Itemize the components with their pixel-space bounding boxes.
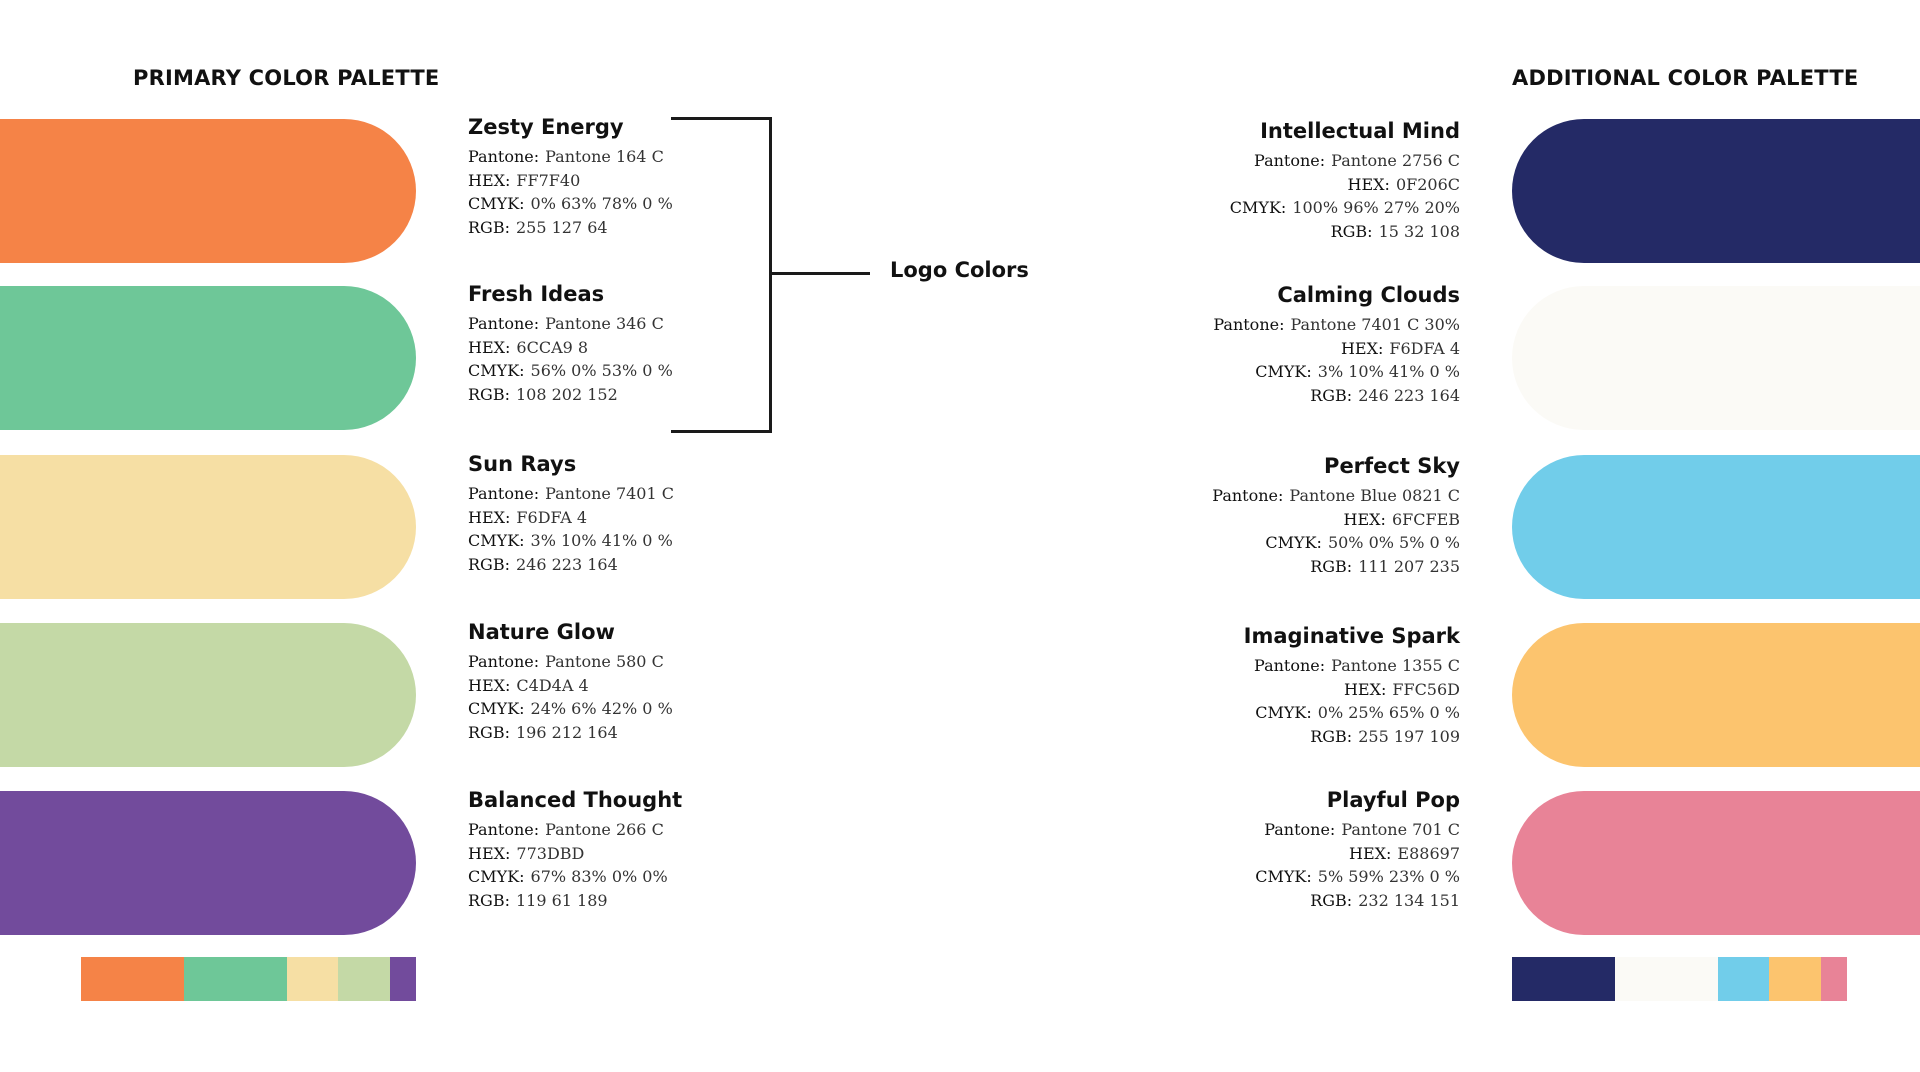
rgb-value: 15 32 108 [1378,221,1460,241]
strip-segment-calming-clouds [1615,957,1718,1001]
info-calming-clouds [1160,281,1460,407]
info-nature-glow [468,618,768,744]
hex-label: HEX: [468,507,511,527]
strip-segment-perfect-sky [1718,957,1769,1001]
hex-label: HEX: [468,675,511,695]
swatch-nature-glow [0,623,416,767]
cmyk-value: 3% 10% 41% 0 % [1317,362,1460,381]
cmyk-label: CMYK: [1265,533,1322,552]
hex-label: HEX: [468,337,511,357]
rgb-value: 255 127 64 [515,217,608,237]
cmyk-value: 0% 63% 78% 0 % [530,194,673,213]
hex-label: HEX: [1349,843,1392,863]
hex-line [1160,842,1460,866]
cmyk-label: CMYK: [468,867,525,886]
hex-label: HEX: [1340,338,1384,358]
logo-colors-connector [771,272,870,275]
strip-segment-intellectual-mind [1512,957,1615,1001]
strip-segment-nature-glow [338,957,390,1001]
hex-value: F6DFA 4 [516,507,588,527]
pantone-value: Pantone 2756 C [1331,151,1460,170]
swatch-intellectual-mind [1512,119,1920,263]
cmyk-line [468,529,768,553]
color-name: Sun Rays [468,452,577,476]
pantone-value: Pantone 7401 C 30% [1290,315,1460,334]
rgb-label: RGB: [468,217,510,237]
cmyk-line [468,865,768,889]
cmyk-label: CMYK: [1229,198,1287,217]
cmyk-label: CMYK: [468,361,525,380]
swatch-calming-clouds [1512,286,1920,430]
rgb-line [468,553,768,577]
hex-line [468,674,768,698]
rgb-line [1160,889,1460,913]
rgb-label: RGB: [1310,385,1353,405]
color-name: Balanced Thought [468,788,683,812]
pantone-label: Pantone: [1254,151,1326,170]
hex-label: HEX: [1343,679,1387,699]
pantone-value: Pantone 266 C [545,820,664,839]
rgb-line [468,889,768,913]
logo-colors-label: Logo Colors [890,258,1029,282]
hex-label: HEX: [468,843,511,863]
info-playful-pop [1160,786,1460,912]
color-name: Calming Clouds [1277,283,1460,307]
hex-value: 773DBD [516,843,585,863]
hex-line [1160,508,1460,532]
color-name: Imaginative Spark [1243,624,1460,648]
cmyk-label: CMYK: [1255,362,1312,381]
color-name: Fresh Ideas [468,282,605,306]
rgb-value: 246 223 164 [1358,385,1460,405]
pantone-label: Pantone: [468,147,540,166]
cmyk-value: 0% 25% 65% 0 % [1317,703,1460,722]
pantone-label: Pantone: [468,652,540,671]
cmyk-label: CMYK: [468,194,525,213]
cmyk-line [1160,865,1460,889]
pantone-line [468,650,768,674]
cmyk-label: CMYK: [468,699,525,718]
rgb-label: RGB: [1310,726,1353,746]
pantone-line [1160,654,1460,678]
pantone-line [468,482,768,506]
pantone-value: Pantone 580 C [545,652,664,671]
cmyk-value: 3% 10% 41% 0 % [530,531,673,550]
hex-label: HEX: [1347,174,1390,194]
pantone-line [468,818,768,842]
pantone-value: Pantone 701 C [1341,820,1460,839]
hex-line [1160,678,1460,702]
strip-segment-imaginative-spark [1769,957,1821,1001]
pantone-label: Pantone: [468,314,540,333]
pantone-label: Pantone: [1213,315,1285,334]
info-perfect-sky [1160,452,1460,578]
rgb-label: RGB: [468,722,510,742]
rgb-line [1160,384,1460,408]
primary-palette-title: PRIMARY COLOR PALETTE [133,66,440,90]
cmyk-label: CMYK: [468,531,525,550]
rgb-line [1160,555,1460,579]
swatch-fresh-ideas [0,286,416,430]
hex-value: 0F206C [1395,174,1460,194]
additional-proportion-strip [1512,957,1847,1001]
rgb-label: RGB: [468,554,510,574]
info-sun-rays [468,450,768,576]
cmyk-label: CMYK: [1255,703,1312,722]
hex-value: FFC56D [1392,679,1460,699]
pantone-label: Pantone: [1212,486,1284,505]
rgb-label: RGB: [1310,890,1353,910]
hex-line [468,842,768,866]
color-name: Zesty Energy [468,115,624,139]
rgb-value: 196 212 164 [515,722,618,742]
swatch-imaginative-spark [1512,623,1920,767]
hex-value: 6CCA9 8 [516,337,589,357]
color-name: Intellectual Mind [1260,119,1460,143]
info-imaginative-spark [1160,622,1460,748]
rgb-value: 108 202 152 [515,384,618,404]
cmyk-value: 5% 59% 23% 0 % [1317,867,1460,886]
rgb-value: 111 207 235 [1358,556,1460,576]
logo-colors-bracket [671,117,772,433]
cmyk-label: CMYK: [1255,867,1312,886]
cmyk-line [1160,196,1460,220]
rgb-value: 255 197 109 [1358,726,1460,746]
hex-line [1160,173,1460,197]
strip-segment-playful-pop [1821,957,1847,1001]
pantone-line [1160,818,1460,842]
cmyk-value: 24% 6% 42% 0 % [530,699,673,718]
pantone-label: Pantone: [1254,656,1326,675]
color-name: Playful Pop [1326,788,1460,812]
color-name: Nature Glow [468,620,615,644]
rgb-value: 246 223 164 [515,554,618,574]
pantone-label: Pantone: [1264,820,1336,839]
primary-proportion-strip [81,957,416,1001]
cmyk-value: 67% 83% 0% 0% [530,867,668,886]
swatch-balanced-thought [0,791,416,935]
hex-label: HEX: [1343,509,1386,529]
pantone-value: Pantone 7401 C [545,484,674,503]
rgb-value: 232 134 151 [1358,890,1460,910]
cmyk-line [468,697,768,721]
hex-value: C4D4A 4 [516,675,589,695]
rgb-line [468,721,768,745]
color-name: Perfect Sky [1324,454,1460,478]
info-intellectual-mind [1160,117,1460,243]
pantone-value: Pantone 164 C [545,147,664,166]
pantone-value: Pantone 346 C [545,314,664,333]
cmyk-line [1160,360,1460,384]
cmyk-value: 56% 0% 53% 0 % [530,361,673,380]
strip-segment-fresh-ideas [184,957,287,1001]
pantone-label: Pantone: [468,820,540,839]
rgb-label: RGB: [468,890,510,910]
swatch-zesty-energy [0,119,416,263]
strip-segment-sun-rays [287,957,338,1001]
rgb-line [1160,725,1460,749]
hex-line [468,506,768,530]
cmyk-value: 50% 0% 5% 0 % [1327,533,1460,552]
rgb-label: RGB: [1310,556,1353,576]
pantone-value: Pantone Blue 0821 C [1289,486,1460,505]
pantone-label: Pantone: [468,484,540,503]
swatch-playful-pop [1512,791,1920,935]
swatch-sun-rays [0,455,416,599]
rgb-line [1160,220,1460,244]
hex-value: E88697 [1397,843,1460,863]
hex-label: HEX: [468,170,511,190]
hex-value: 6FCFEB [1391,509,1460,529]
pantone-line [1160,149,1460,173]
pantone-line [1160,313,1460,337]
swatch-perfect-sky [1512,455,1920,599]
cmyk-line [1160,701,1460,725]
info-balanced-thought [468,786,768,912]
rgb-value: 119 61 189 [515,890,608,910]
rgb-label: RGB: [468,384,510,404]
hex-line [1160,337,1460,361]
pantone-line [1160,484,1460,508]
cmyk-value: 100% 96% 27% 20% [1292,198,1460,217]
hex-value: FF7F40 [516,170,581,190]
strip-segment-zesty-energy [81,957,184,1001]
rgb-label: RGB: [1330,221,1373,241]
pantone-value: Pantone 1355 C [1331,656,1460,675]
hex-value: F6DFA 4 [1389,338,1460,358]
additional-palette-title: ADDITIONAL COLOR PALETTE [1512,66,1859,90]
cmyk-line [1160,531,1460,555]
strip-segment-balanced-thought [390,957,416,1001]
